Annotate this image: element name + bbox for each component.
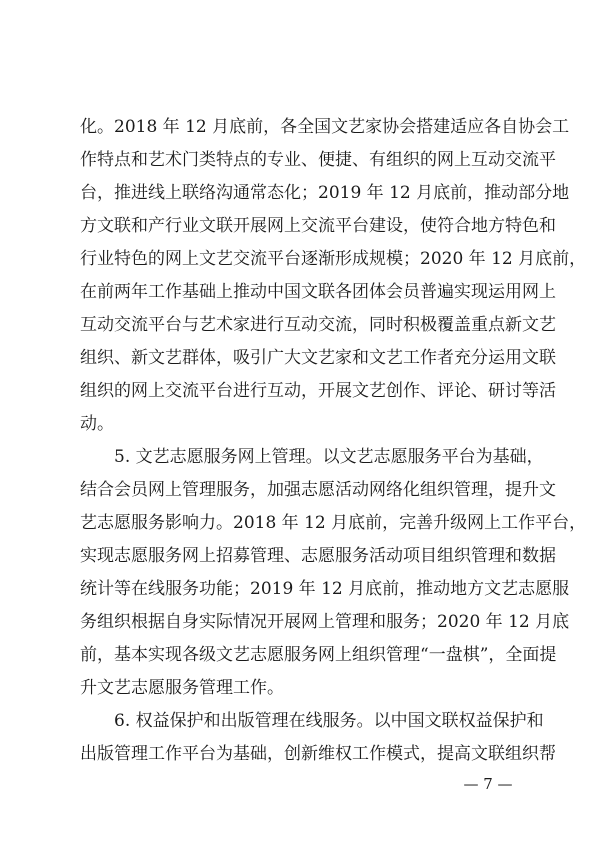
- text-line: 组织的网上交流平台进行互动，开展文艺创作、评论、研讨等活: [80, 381, 556, 401]
- section-heading-line: 6. 权益保护和出版管理在线服务。以中国文联权益保护和: [114, 711, 544, 731]
- text-line: 方文联和产行业文联开展网上交流平台建设，使符合地方特色和: [80, 216, 556, 236]
- text-line: 结合会员网上管理服务，加强志愿活动网络化组织管理，提升文: [80, 480, 556, 500]
- text-line: 化。2018 年 12 月底前，各全国文艺家协会搭建适应各自协会工: [80, 117, 570, 137]
- text-line: 务组织根据自身实际情况开展网上管理和服务；2020 年 12 月底: [80, 612, 570, 632]
- page-number: — 7 —: [463, 775, 513, 793]
- text-line: 组织、新文艺群体，吸引广大文艺家和文艺工作者充分运用文联: [80, 348, 556, 368]
- section-heading-line: 5. 文艺志愿服务网上管理。以文艺志愿服务平台为基础，: [114, 447, 544, 467]
- text-line: 互动交流平台与艺术家进行互动交流，同时积极覆盖重点新文艺: [80, 315, 556, 335]
- text-line: 动。: [80, 414, 114, 434]
- text-line: 统计等在线服务功能；2019 年 12 月底前，推动地方文艺志愿服: [80, 579, 570, 599]
- text-line: 行业特色的网上文艺交流平台逐渐形成规模；2020 年 12 月底前，: [80, 249, 587, 269]
- text-line: 前，基本实现各级文艺志愿服务网上组织管理“一盘棋”，全面提: [80, 645, 557, 665]
- text-line: 台，推进线上联络沟通常态化；2019 年 12 月底前，推动部分地: [80, 183, 570, 203]
- text-line: 实现志愿服务网上招募管理、志愿服务活动项目组织管理和数据: [80, 546, 556, 566]
- text-line: 出版管理工作平台为基础，创新维权工作模式，提高文联组织帮: [80, 744, 556, 764]
- text-line: 在前两年工作基础上推动中国文联各团体会员普遍实现运用网上: [80, 282, 556, 302]
- text-line: 作特点和艺术门类特点的专业、便捷、有组织的网上互动交流平: [80, 150, 556, 170]
- text-line: 升文艺志愿服务管理工作。: [80, 678, 284, 698]
- text-line: 艺志愿服务影响力。2018 年 12 月底前，完善升级网上工作平台，: [80, 513, 587, 533]
